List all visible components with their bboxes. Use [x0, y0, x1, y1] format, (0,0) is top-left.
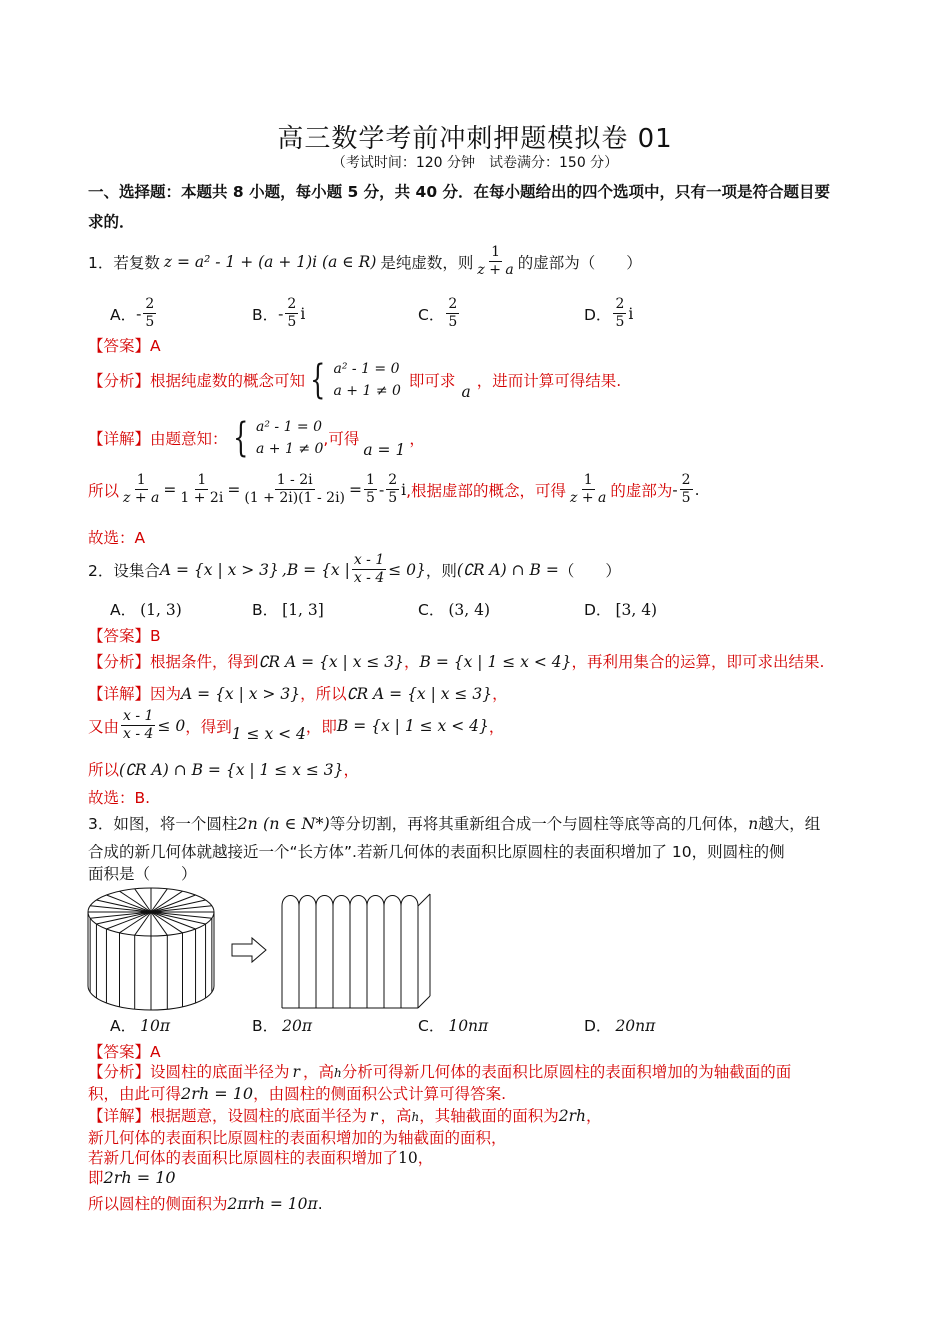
- detail-var: h: [411, 1110, 420, 1124]
- calc-num: 2: [388, 472, 398, 488]
- analysis-text: ，进而计算可得结果.: [476, 372, 622, 390]
- calc-den: 5: [366, 490, 375, 506]
- q1-option-c[interactable]: [418, 296, 461, 331]
- analysis-text: 根据纯虚数的概念可知: [150, 372, 306, 390]
- answer-tag: 【答案】: [88, 627, 151, 645]
- detail-text: 又由: [88, 717, 120, 736]
- section-heading-line2: 求的．: [88, 213, 135, 231]
- calc-text: 的虚部为: [610, 481, 673, 500]
- calc-i: i: [401, 480, 407, 499]
- option-label: C．: [418, 601, 445, 619]
- q3-option-b[interactable]: [252, 1014, 312, 1036]
- option-num: 2: [448, 296, 458, 312]
- calc-num: 1: [583, 472, 593, 488]
- calc-den: 1 + 2i: [180, 490, 224, 506]
- cuboid-arc: [333, 896, 350, 907]
- detail-text: ，: [488, 717, 505, 736]
- cuboid-arc: [384, 896, 401, 907]
- q1-option-a[interactable]: [110, 296, 158, 331]
- q2-option-a[interactable]: [110, 598, 182, 620]
- q2-number: 2．设集合: [88, 561, 160, 580]
- detail-tag: 【详解】: [88, 685, 151, 703]
- option-suffix: i: [300, 304, 306, 323]
- setB-den: x - 4: [353, 570, 385, 586]
- analysis-text: ，高: [302, 1063, 334, 1081]
- analysis-formula: 2rh = 10: [181, 1084, 254, 1103]
- option-value: [1, 3]: [282, 601, 324, 619]
- detail-formula: ∁R A = {x | x ≤ 3}: [346, 685, 493, 703]
- q3-formula: 2n (n ∈ N*): [237, 814, 330, 833]
- q1-stem: [88, 244, 642, 279]
- detail-text: ，其轴截面的面积为: [419, 1107, 559, 1125]
- analysis-var: a: [461, 383, 471, 401]
- q3-stem-line1: [88, 812, 820, 834]
- detail-text: ，即: [305, 717, 337, 736]
- option-label: C．: [418, 305, 445, 324]
- q2-formula: (∁R A) ∩ B =: [456, 560, 559, 579]
- detail-text: ，: [343, 761, 360, 779]
- q2-option-c[interactable]: [418, 598, 490, 620]
- option-label: B．: [252, 601, 279, 619]
- setB-num: x - 1: [353, 552, 385, 568]
- calc-num: 2: [681, 472, 691, 488]
- line2-num: x - 1: [123, 708, 154, 724]
- option-value: (1, 3): [140, 601, 182, 619]
- q3-stem-line3: 面积是（ ）: [88, 865, 197, 883]
- detail-formula: 10: [398, 1149, 418, 1167]
- cuboid-edge: [418, 894, 430, 906]
- q1-conclusion: 故选：A: [88, 529, 146, 547]
- option-label: A．: [110, 1017, 137, 1035]
- q1-fraction: [475, 244, 515, 279]
- cuboid-arc: [401, 896, 418, 907]
- detail-formula: 2πrh = 10π: [227, 1195, 318, 1213]
- system-row: a + 1 ≠ 0: [333, 383, 401, 399]
- analysis-tag: 【分析】: [88, 372, 151, 390]
- q2-answer: [88, 624, 161, 646]
- q3-detail-line5: [88, 1192, 323, 1214]
- detail-text: 若新几何体的表面积比原圆柱的表面积增加了: [88, 1149, 399, 1167]
- q2-setB: ,B = {x |: [281, 560, 350, 579]
- option-value: 20π: [282, 1017, 313, 1035]
- q3-analysis: [88, 1060, 791, 1082]
- option-label: C．: [418, 1017, 445, 1035]
- detail-tag: 【详解】: [88, 430, 151, 448]
- q2-setA: A = {x | x > 3}: [159, 560, 279, 579]
- q2-option-d[interactable]: [584, 598, 657, 620]
- q2-stem-text: （ ）: [558, 561, 621, 580]
- detail-formula: A = {x | x > 3}: [181, 685, 301, 703]
- q2-stem-text: ，则: [425, 561, 457, 580]
- q1-fraction-num: 1: [491, 244, 501, 260]
- detail-formula: ≤ 0: [157, 716, 186, 735]
- analysis-text: 即可求: [408, 372, 456, 390]
- page-title: 高三数学考前冲刺押题模拟卷 01: [277, 124, 673, 154]
- q3-option-c[interactable]: [418, 1014, 488, 1036]
- detail-var: r: [370, 1107, 378, 1125]
- option-value: 10π: [140, 1017, 171, 1035]
- q2-option-b[interactable]: [252, 598, 324, 620]
- option-suffix: i: [628, 304, 634, 323]
- detail-text: ,可得: [323, 430, 360, 448]
- option-value: 20nπ: [615, 1017, 656, 1035]
- detail-text: ，: [585, 1107, 602, 1125]
- answer-tag: 【答案】: [88, 1043, 151, 1061]
- q3-stem-text: 等分切割，再将其重新组合成一个与圆柱等底等高的几何体，: [329, 815, 749, 833]
- q3-figure: [86, 884, 446, 1012]
- option-value: 10nπ: [448, 1017, 489, 1035]
- cuboid-arc: [299, 896, 316, 907]
- system-row: a² - 1 = 0: [255, 419, 323, 435]
- option-value: (3, 4): [448, 601, 490, 619]
- option-num: 2: [615, 296, 625, 312]
- calc-num: 1: [136, 472, 146, 488]
- q3-n: n: [748, 815, 759, 833]
- cuboid-diagram: [282, 894, 430, 1008]
- q3-analysis-line2: [88, 1082, 506, 1104]
- detail-text: 所以圆柱的侧面积为: [88, 1195, 228, 1213]
- detail-formula: 2rh: [558, 1107, 586, 1125]
- analysis-var: h: [333, 1066, 342, 1080]
- answer-tag: 【答案】: [88, 337, 151, 355]
- cuboid-edge: [418, 996, 430, 1008]
- detail-text: ，高: [380, 1107, 412, 1125]
- analysis-text: ，: [404, 653, 420, 671]
- q1-formula: z = a² - 1 + (a + 1)i (a ∈ R): [163, 252, 377, 271]
- q3-answer: [88, 1040, 161, 1062]
- q1-answer: [88, 334, 161, 356]
- q3-option-a[interactable]: [110, 1014, 170, 1036]
- system-row: a + 1 ≠ 0: [255, 441, 324, 457]
- q2-analysis: [88, 650, 824, 672]
- q3-stem-line2: 合成的新几何体就越接近一个“长方体”.若新几何体的表面积比原圆柱的表面积增加了 10，则圆柱的侧: [88, 843, 785, 861]
- option-label: D．: [584, 1017, 612, 1035]
- q1-detail: [88, 416, 425, 460]
- calc-den: 5: [388, 490, 398, 506]
- q3-option-d[interactable]: [584, 1014, 655, 1036]
- detail-text: 即: [88, 1169, 104, 1187]
- detail-tag: 【详解】: [88, 1107, 151, 1125]
- q3-detail-line2: 新几何体的表面积比原圆柱的表面积增加的为轴截面的面积，: [88, 1129, 507, 1147]
- detail-text: ，: [409, 430, 425, 448]
- calc-num: 1: [366, 472, 375, 488]
- detail-text: 所以: [88, 761, 120, 779]
- q1-fraction-den: z + a: [477, 262, 514, 278]
- q1-stem-mid: 是纯虚数，则: [380, 253, 474, 272]
- calc-den: 5: [681, 490, 691, 506]
- analysis-tag: 【分析】: [88, 653, 151, 671]
- calc-num: 1: [197, 472, 207, 488]
- analysis-text: 根据条件，得到: [150, 653, 259, 671]
- option-den: 5: [615, 314, 625, 330]
- q2-detail-line2: [88, 708, 504, 743]
- q2-stem: [88, 552, 621, 587]
- q1-number: 1．若复数: [88, 253, 160, 272]
- detail-text: 根据题意，设圆柱的底面半径为: [150, 1107, 368, 1125]
- q2-setB-end: ≤ 0}: [388, 560, 426, 579]
- analysis-var: r: [292, 1063, 300, 1081]
- option-den: 5: [448, 314, 458, 330]
- analysis-text: 设圆柱的底面半径为: [150, 1063, 290, 1081]
- q2-detail: [88, 682, 508, 704]
- detail-text: ，: [492, 685, 508, 703]
- option-label: D．: [584, 601, 612, 619]
- detail-text: ，: [417, 1149, 434, 1167]
- q1-option-b[interactable]: [252, 296, 305, 331]
- analysis-text: 分析可得新几何体的表面积比原圆柱的表面积增加的为轴截面的面: [341, 1063, 792, 1081]
- q3-detail-line4: [88, 1166, 176, 1188]
- detail-formula: 2rh = 10: [103, 1168, 176, 1187]
- q1-detail-system: { a² - 1 = 0 a + 1 ≠ 0: [232, 415, 324, 461]
- answer-value: A: [150, 337, 161, 355]
- calc-text: 所以: [88, 481, 120, 500]
- calc-den: z + a: [570, 490, 607, 506]
- option-value: [3, 4): [615, 601, 658, 619]
- q2-detail-line3: [88, 758, 359, 780]
- section-heading-line1: 一、选择题：本题共 8 小题，每小题 5 分，共 40 分．在每小题给出的四个选项中，只有一项是符合题目要: [88, 183, 831, 201]
- cuboid-arc: [316, 896, 333, 907]
- option-sign: -: [136, 304, 142, 323]
- detail-text: ，所以: [300, 685, 347, 703]
- analysis-text: ，由圆柱的侧面积公式计算可得答案.: [253, 1085, 507, 1103]
- option-label: B．: [252, 1017, 279, 1035]
- system-row: a² - 1 = 0: [333, 361, 400, 377]
- page-subtitle: （考试时间：120 分钟 试卷满分：150 分）: [331, 155, 619, 171]
- analysis-formula: ∁R A = {x | x ≤ 3}: [258, 653, 405, 671]
- arrow-icon: [232, 938, 266, 962]
- option-label: D．: [584, 305, 612, 324]
- analysis-text: ，再利用集合的运算，即可求出结果.: [571, 653, 825, 671]
- q3-detail: [88, 1104, 602, 1126]
- option-label: A．: [110, 601, 137, 619]
- detail-formula: 1 ≤ x < 4: [231, 724, 306, 743]
- detail-text: 由题意知：: [150, 430, 228, 448]
- q2-conclusion: 故选：B.: [88, 789, 151, 807]
- calc-den: z + a: [123, 490, 160, 506]
- q3-stem-text: 越大，组: [758, 815, 821, 833]
- calc-den: (1 + 2i)(1 - 2i): [244, 490, 346, 506]
- calc-text: ,根据虚部的概念，可得: [406, 481, 567, 500]
- option-label: A．: [110, 305, 137, 324]
- answer-value: B: [150, 627, 161, 645]
- q1-analysis-system: { a² - 1 = 0 a + 1 ≠ 0: [310, 357, 401, 403]
- calc-num: 1 - 2i: [276, 472, 313, 488]
- option-den: 5: [145, 314, 155, 330]
- cuboid-arc: [350, 896, 367, 907]
- q1-analysis: [88, 358, 621, 402]
- q3-detail-line3: [88, 1146, 433, 1168]
- analysis-text: 积，由此可得: [88, 1085, 182, 1103]
- detail-text: 因为: [150, 685, 182, 703]
- detail-result: a = 1: [363, 441, 406, 459]
- line2-den: x - 4: [123, 726, 154, 742]
- option-label: B．: [252, 305, 279, 324]
- option-num: 2: [287, 296, 297, 312]
- cuboid-arc: [367, 896, 384, 907]
- option-num: 2: [145, 296, 155, 312]
- detail-text: .: [317, 1195, 323, 1213]
- option-sign: -: [278, 304, 284, 323]
- answer-value: A: [150, 1043, 161, 1061]
- q3-number: 3．如图，将一个圆柱: [88, 815, 238, 833]
- analysis-tag: 【分析】: [88, 1063, 151, 1081]
- q1-stem-post: 的虚部为（ ）: [517, 253, 642, 272]
- cylinder-diagram: [88, 888, 214, 1010]
- cuboid-arc: [282, 896, 299, 907]
- option-den: 5: [287, 314, 297, 330]
- q1-option-d[interactable]: [584, 296, 633, 331]
- analysis-formula: B = {x | 1 ≤ x < 4}: [419, 653, 572, 671]
- detail-formula: B = {x | 1 ≤ x < 4}: [336, 716, 489, 735]
- detail-text: ，得到: [185, 717, 232, 736]
- detail-formula: (∁R A) ∩ B = {x | 1 ≤ x ≤ 3}: [119, 761, 344, 779]
- q1-calc: 所以 $\frac{1}{z + a}$ = $\frac{1}{1 + 2i}$ = $\frac{1 - 2i}{(1 + 2i)(1 - 2i)}$ = $\frac{1}{5}$ - $\frac{2}{5}$ i ,根据虚部的概念，可得 $\frac{1}{z + a}$ 的虚部为 - $\frac{2}{5}$ .: [88, 472, 700, 506]
